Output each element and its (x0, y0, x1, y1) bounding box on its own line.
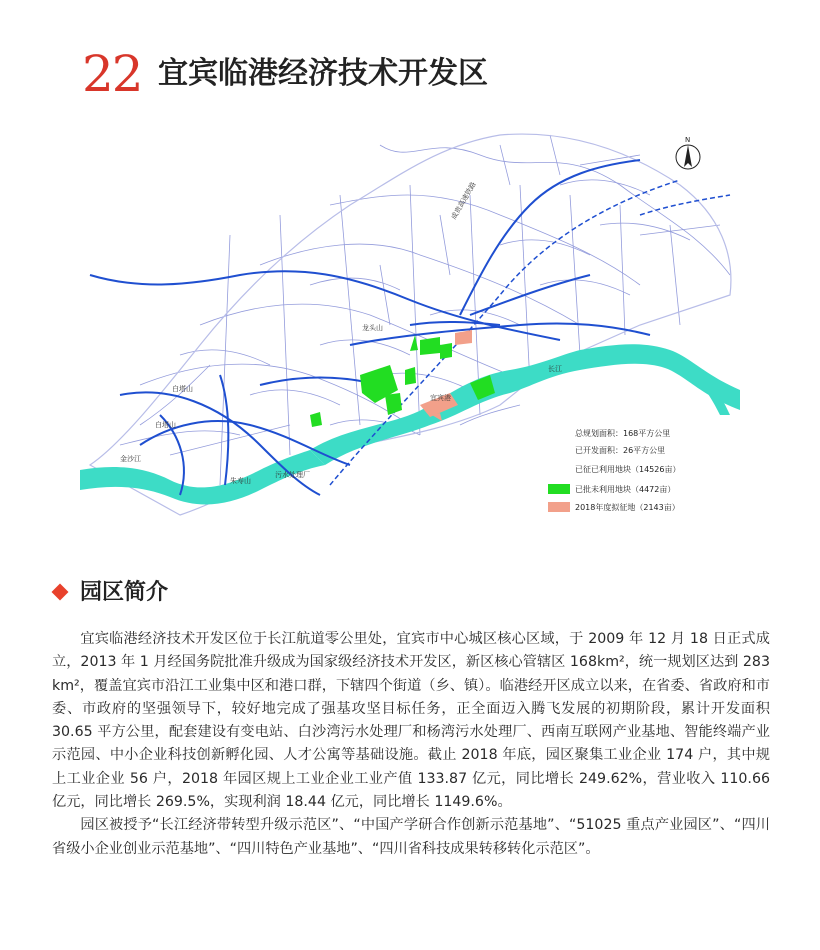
label-zhuhai: 朱寿山 (230, 477, 251, 485)
legend-planned-2018: 2018年度拟征地（2143亩） (575, 503, 680, 512)
label-baita: 白塔山 (155, 421, 176, 429)
label-changjiang: 长江 (548, 365, 562, 373)
north-label: N (685, 136, 691, 144)
diamond-icon (52, 584, 69, 601)
section-title: 园区简介 (80, 580, 169, 605)
legend-total-area: 总规划面积：168平方公里 (575, 429, 671, 438)
page-title: 宜宾临港经济技术开发区 (158, 56, 488, 91)
label-port: 宜宾港 (430, 394, 451, 402)
approved-unused-parcels (310, 335, 495, 427)
legend-developed-area: 已开发面积：26平方公里 (575, 446, 666, 455)
legend-approved-swatch (548, 484, 570, 494)
label-railway: 成贵高速铁路 (449, 180, 478, 221)
paragraph: 宜宾临港经济技术开发区位于长江航道零公里处，宜宾市中心城区核心区域，于 2009 年 12 月 18 日正式成立，2013 年 1 月经国务院批准升级成为国家级经济技术开发区，新区核心管辖区 168km²，统一规划区达到 283 km²，覆盖宜宾市沿江工业集中区和港口群，下辖四个街道（乡、镇）。临港经开区成立以来，在省委、省政府和市委、市政府的坚强领导下，较好地完成了强基攻坚目标任务，正全面迈入腾飞发展的初期阶段，累计开发面积 30.65 平方公里，配套建设有变电站、白沙湾污水处理厂和杨湾污水处理厂、西南互联网产业基地、智能终端产业示范园、中小企业科技创新孵化园、人才公寓等基础设施。截止 2018 年底，园区聚集工业企业 174 户，其中规上工业企业 56 户，2018 年园区规上工业企业工业产值 133.87 亿元，同比增长 249.62%，营业收入 110.66 亿元，同比增长 269.5%，实现利润 18.44 亿元，同比增长 1149.6%。 (52, 631, 770, 811)
yangtze-river (310, 344, 740, 465)
railway-2 (640, 195, 730, 215)
label-sewage: 污水处理厂 (275, 471, 310, 479)
label-jinsha: 金沙江 (120, 455, 141, 463)
north-arrow (676, 136, 700, 169)
intro-text (52, 628, 770, 861)
label-longtou: 龙头山 (362, 324, 383, 332)
legend-used-land: 已征已利用地块（14526亩） (575, 465, 681, 474)
zone-map (80, 125, 740, 565)
legend-approved-unused: 已批未利用地块（4472亩） (575, 485, 676, 494)
legend-planned-swatch (548, 502, 570, 512)
chapter-number: 22 (82, 45, 142, 103)
map-legend (548, 428, 680, 512)
label-baiyang: 白塔山 (172, 385, 193, 393)
paragraph: 园区被授予“长江经济带转型升级示范区”、“中国产学研合作创新示范基地”、“51025 重点产业园区”、“四川省级小企业创业示范基地”、“四川特色产业基地”、“四川省科技成果转移转化示范区”。 (52, 817, 770, 857)
